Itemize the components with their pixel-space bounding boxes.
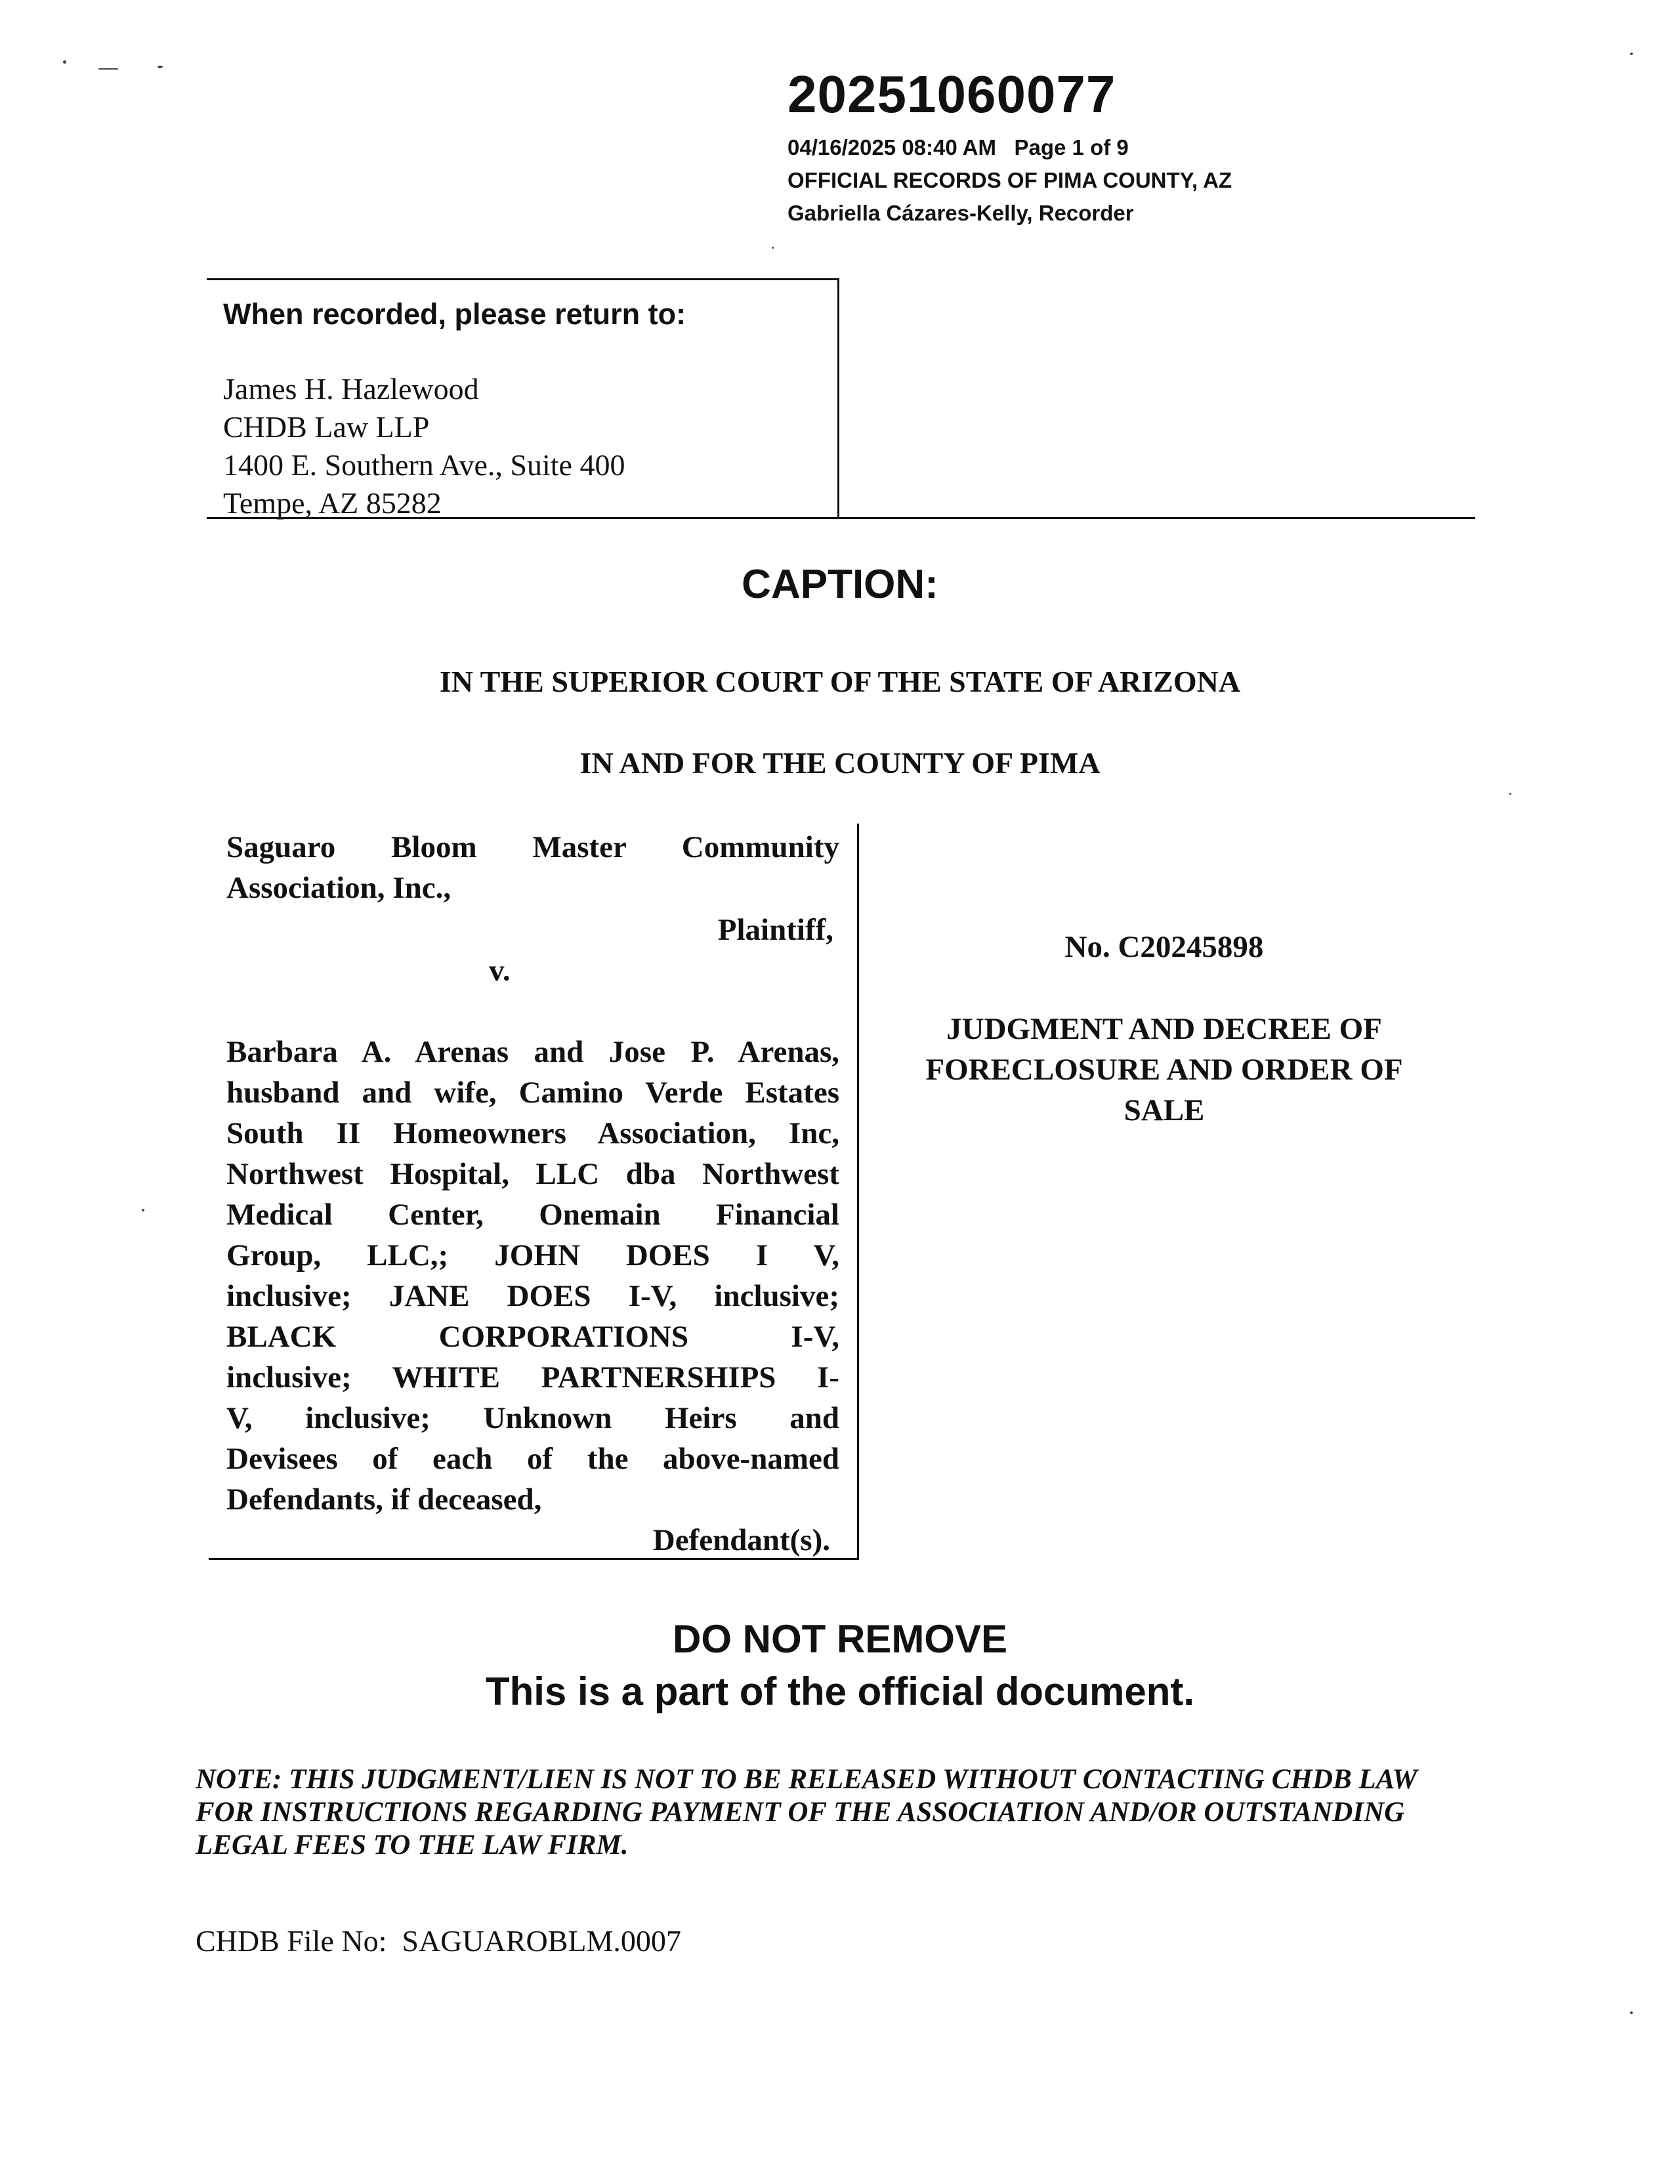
recording-datetime-page: 04/16/2025 08:40 AM Page 1 of 9	[788, 135, 1129, 159]
defendant-line: BLACK CORPORATIONS I-V,	[226, 1320, 839, 1354]
release-note-line: NOTE: THIS JUDGMENT/LIEN IS NOT TO BE RELEASED WITHOUT CONTACTING CHDB LAW	[196, 1764, 1418, 1795]
plaintiff-line: Saguaro Bloom Master Community	[226, 830, 839, 864]
document-title-line: FORECLOSURE AND ORDER OF	[925, 1053, 1403, 1087]
recording-number: 20251060077	[788, 65, 1116, 123]
return-to-line: Tempe, AZ 85282	[223, 486, 442, 520]
defendant-line: V, inclusive; Unknown Heirs and	[226, 1401, 839, 1435]
court-name: IN THE SUPERIOR COURT OF THE STATE OF ARIZONA	[439, 665, 1241, 698]
release-note-line: FOR INSTRUCTIONS REGARDING PAYMENT OF THE ASSOCIATION AND/OR OUTSTANDING	[196, 1797, 1405, 1828]
return-to-line: James H. Hazlewood	[223, 372, 479, 406]
scan-speck	[98, 68, 118, 70]
scan-speck	[142, 1209, 144, 1211]
plaintiff-role: Plaintiff,	[717, 913, 833, 947]
versus: v.	[489, 954, 511, 988]
parties-divider-horizontal	[209, 1558, 859, 1560]
do-not-remove-notice: DO NOT REMOVE	[672, 1617, 1008, 1661]
release-note-line: LEGAL FEES TO THE LAW FIRM.	[196, 1830, 629, 1860]
return-to-line: 1400 E. Southern Ave., Suite 400	[223, 448, 625, 482]
defendant-line: Defendants, if deceased,	[226, 1482, 542, 1517]
defendant-line: Devisees of each of the above-named	[226, 1442, 839, 1476]
defendant-line: South II Homeowners Association, Inc,	[226, 1116, 839, 1150]
document-title-line: JUDGMENT AND DECREE OF	[946, 1012, 1382, 1046]
defendant-line: husband and wife, Camino Verde Estates	[226, 1076, 839, 1110]
defendant-line: Barbara A. Arenas and Jose P. Arenas,	[226, 1035, 839, 1069]
case-number: No. C20245898	[1064, 930, 1264, 964]
caption-heading: CAPTION:	[742, 562, 938, 607]
recording-recorder: Gabriella Cázares-Kelly, Recorder	[788, 201, 1134, 225]
defendant-line: Group, LLC,; JOHN DOES I V,	[226, 1238, 839, 1272]
return-to-line: CHDB Law LLP	[223, 410, 430, 444]
scan-speck	[158, 66, 163, 68]
recording-office: OFFICIAL RECORDS OF PIMA COUNTY, AZ	[788, 168, 1232, 192]
scan-speck	[772, 247, 774, 249]
official-document-notice: This is a part of the official document.	[485, 1670, 1195, 1713]
scan-speck	[1630, 2011, 1633, 2014]
return-to-heading: When recorded, please return to:	[223, 297, 686, 331]
court-county: IN AND FOR THE COUNTY OF PIMA	[579, 746, 1101, 780]
defendant-line: inclusive; WHITE PARTNERSHIPS I-	[226, 1360, 839, 1395]
defendant-line: Northwest Hospital, LLC dba Northwest	[226, 1157, 839, 1191]
defendant-role: Defendant(s).	[652, 1523, 830, 1557]
scan-speck	[63, 60, 66, 64]
defendant-line: inclusive; JANE DOES I-V, inclusive;	[226, 1279, 839, 1313]
file-number: CHDB File No: SAGUAROBLM.0007	[196, 1924, 681, 1958]
scan-speck	[1509, 793, 1511, 795]
plaintiff-line: Association, Inc.,	[226, 871, 452, 905]
defendant-line: Medical Center, Onemain Financial	[226, 1198, 839, 1232]
scan-speck	[1630, 52, 1633, 55]
document-title-line: SALE	[1124, 1093, 1205, 1127]
